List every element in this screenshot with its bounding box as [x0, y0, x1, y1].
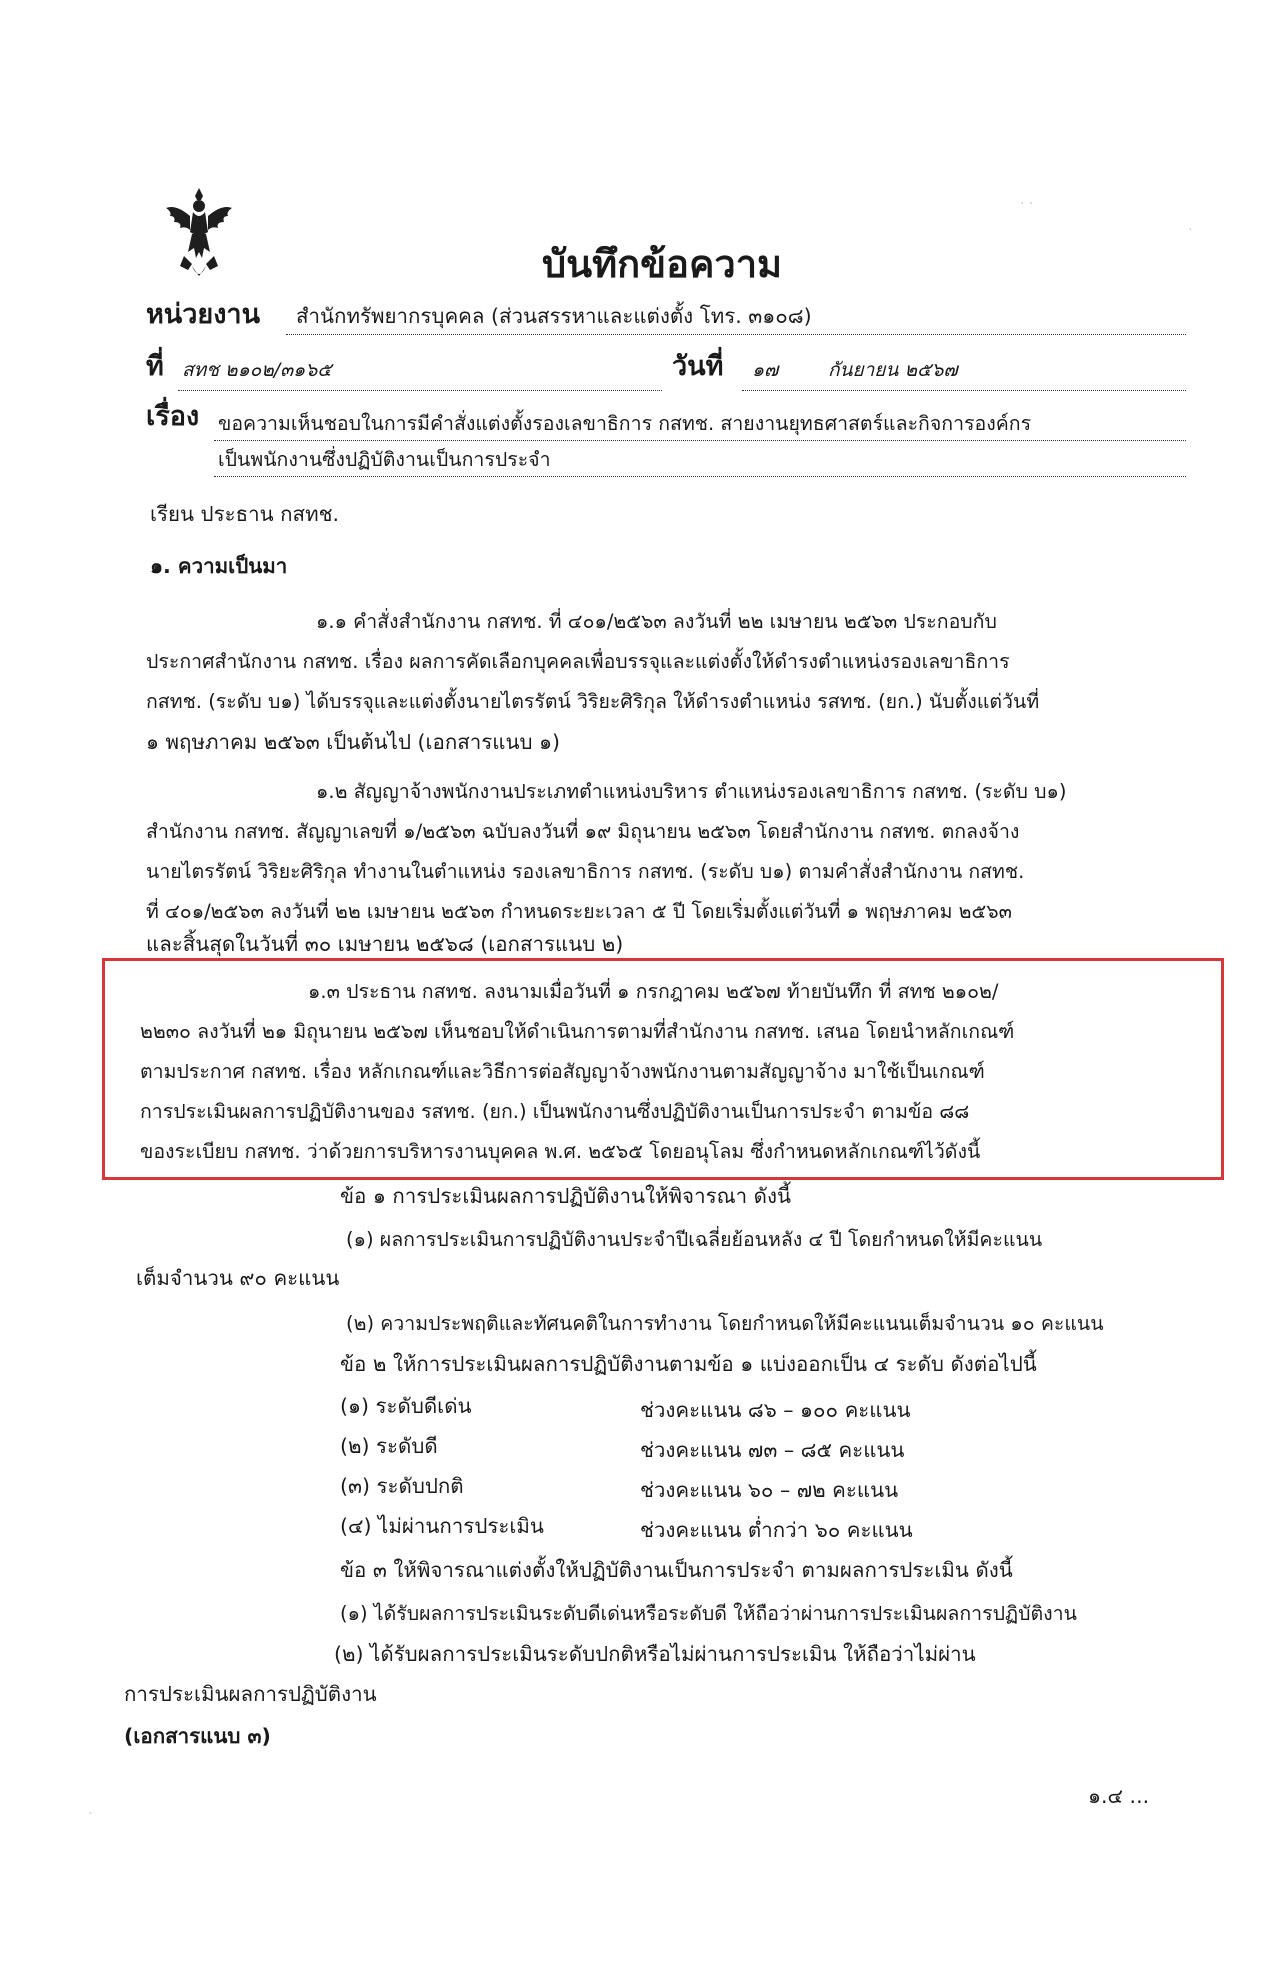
department-value: สำนักทรัพยากรบุคคล (ส่วนสรรหาและแต่งตั้ง โทร. ๓๑๐๘) — [296, 304, 812, 328]
para-1-1-line: ๑ พฤษภาคม ๒๕๖๓ เป็นต้นไป (เอกสารแนบ ๑) — [146, 730, 561, 754]
section-1-heading: ๑. ความเป็นมา — [150, 554, 288, 578]
clause-3: ข้อ ๓ ให้พิจารณาแต่งตั้งให้ปฏิบัติงานเป็นการประจำ ตามผลการประเมิน ดังนี้ — [340, 1558, 1013, 1582]
subject-line-2: เป็นพนักงานซึ่งปฏิบัติงานเป็นการประจำ — [218, 448, 551, 471]
clause-2: ข้อ ๒ ให้การประเมินผลการปฏิบัติงานตามข้อ ๑ แบ่งออกเป็น ๔ ระดับ ดังต่อไปนี้ — [340, 1352, 1037, 1376]
level-name: (๑) ระดับดีเด่น — [340, 1394, 472, 1418]
level-name: (๓) ระดับปกติ — [340, 1474, 464, 1498]
date-month-year: กันยายน ๒๕๖๗ — [828, 359, 958, 381]
ref-value — [182, 356, 332, 384]
para-1-2-line: ๑.๒ สัญญาจ้างพนักงานประเภทตำแหน่งบริหาร ตำแหน่งรองเลขาธิการ กสทช. (ระดับ บ๑) — [316, 780, 1067, 803]
garuda-emblem-icon — [162, 186, 236, 282]
date-label: วันที่ — [672, 351, 724, 382]
para-1-2-line: นายไตรรัตน์ วิริยะศิริกุล ทำงานในตำแหน่ง รองเลขาธิการ กสทช. (ระดับ บ๑) ตามคำสั่งสำนักงาน กสทช. — [146, 860, 1025, 883]
clause-3-item-2-cont: การประเมินผลการปฏิบัติงาน — [124, 1682, 377, 1706]
para-1-3-line: การประเมินผลการปฏิบัติงานของ รสทช. (ยก.) เป็นพนักงานซึ่งปฏิบัติงานเป็นการประจำ ตามข้อ ๘๘ — [140, 1100, 970, 1123]
para-1-3-line: ตามประกาศ กสทช. เรื่อง หลักเกณฑ์และวิธีการต่อสัญญาจ้างพนักงานตามสัญญาจ้าง มาใช้เป็นเกณฑ์ — [140, 1060, 985, 1083]
attachment-3: (เอกสารแนบ ๓) — [124, 1724, 271, 1748]
level-range: ช่วงคะแนน ๗๓ – ๘๕ คะแนน — [640, 1438, 905, 1462]
subject-label: เรื่อง — [146, 401, 200, 432]
ref-handwritten-number: ๑๖๕ — [293, 359, 332, 381]
department-label: หน่วยงาน — [146, 299, 261, 330]
clause-1-item-1-cont: เต็มจำนวน ๙๐ คะแนน — [136, 1266, 340, 1290]
clause-3-item-1: (๑) ได้รับผลการประเมินระดับดีเด่นหรือระดับดี ให้ถือว่าผ่านการประเมินผลการปฏิบัติงาน — [340, 1602, 1077, 1625]
ref-label: ที่ — [146, 351, 164, 382]
para-1-2-line: ที่ ๔๐๑/๒๕๖๓ ลงวันที่ ๒๒ เมษายน ๒๕๖๓ กำหนดระยะเวลา ๕ ปี โดยเริ่มตั้งแต่วันที่ ๑ พฤษภาคม ๒๕๖๓ — [146, 900, 1012, 923]
salutation: เรียน ประธาน กสทช. — [150, 502, 340, 526]
scan-speck: · · — [1020, 196, 1034, 212]
clause-1: ข้อ ๑ การประเมินผลการปฏิบัติงานให้พิจารณา ดังนี้ — [340, 1184, 791, 1208]
para-1-3-line: ของระเบียบ กสทช. ว่าด้วยการบริหารงานบุคคล พ.ศ. ๒๕๖๕ โดยอนุโลม ซึ่งกำหนดหลักเกณฑ์ไว้ดังนี้ — [140, 1140, 981, 1163]
para-1-1-line: กสทช. (ระดับ บ๑) ได้บรรจุและแต่งตั้งนายไตรรัตน์ วิริยะศิริกุล ให้ดำรงตำแหน่ง รสทช. (ยก.) นับตั้งแต่วันที่ — [146, 690, 1040, 713]
para-1-3-line: ๒๒๓๐ ลงวันที่ ๒๑ มิถุนายน ๒๕๖๗ เห็นชอบให้ดำเนินการตามที่สำนักงาน กสทช. เสนอ โดยนำหลักเกณฑ์ — [140, 1020, 1015, 1043]
scan-speck: · — [88, 1806, 93, 1822]
memo-title: บันทึกข้อความ — [542, 242, 783, 286]
level-name: (๒) ระดับดี — [340, 1434, 438, 1458]
scan-speck: · — [1188, 222, 1193, 238]
clause-1-item-1: (๑) ผลการประเมินการปฏิบัติงานประจำปีเฉลี่ยย้อนหลัง ๔ ปี โดยกำหนดให้มีคะแนน — [346, 1228, 1043, 1251]
subject-line-1: ขอความเห็นชอบในการมีคำสั่งแต่งตั้งรองเลขาธิการ กสทช. สายงานยุทธศาสตร์และกิจการองค์กร — [218, 412, 1032, 435]
para-1-2-line: สำนักงาน กสทช. สัญญาเลขที่ ๑/๒๕๖๓ ฉบับลงวันที่ ๑๙ มิถุนายน ๒๕๖๓ โดยสำนักงาน กสทช. ตกลงจ้าง — [146, 820, 1020, 843]
continuation-marker: ๑.๔ ... — [1088, 1784, 1150, 1808]
para-1-2-line: และสิ้นสุดในวันที่ ๓๐ เมษายน ๒๕๖๘ (เอกสารแนบ ๒) — [146, 932, 624, 956]
ref-number: สทช ๒๑๐๒/๓ — [182, 359, 294, 381]
date-day: ๑๗ — [752, 359, 779, 381]
level-range: ช่วงคะแนน ๘๖ – ๑๐๐ คะแนน — [640, 1398, 911, 1422]
clause-3-item-2: (๒) ได้รับผลการประเมินระดับปกติหรือไม่ผ่านการประเมิน ให้ถือว่าไม่ผ่าน — [334, 1642, 976, 1666]
level-range: ช่วงคะแนน ๖๐ – ๗๒ คะแนน — [640, 1478, 899, 1502]
para-1-1-line: ประกาศสำนักงาน กสทช. เรื่อง ผลการคัดเลือกบุคคลเพื่อบรรจุและแต่งตั้งให้ดำรงตำแหน่งรองเลขาธิการ — [146, 650, 1010, 673]
level-name: (๔) ไม่ผ่านการประเมิน — [340, 1514, 544, 1538]
para-1-1-line: ๑.๑ คำสั่งสำนักงาน กสทช. ที่ ๔๐๑/๒๕๖๓ ลงวันที่ ๒๒ เมษายน ๒๕๖๓ ประกอบกับ — [316, 610, 997, 633]
clause-1-item-2: (๒) ความประพฤติและทัศนคติในการทำงาน โดยกำหนดให้มีคะแนนเต็มจำนวน ๑๐ คะแนน — [346, 1312, 1104, 1335]
para-1-3-line: ๑.๓ ประธาน กสทช. ลงนามเมื่อวันที่ ๑ กรกฎาคม ๒๕๖๗ ท้ายบันทึก ที่ สทช ๒๑๐๒/ — [308, 980, 999, 1003]
level-range: ช่วงคะแนน ต่ำกว่า ๖๐ คะแนน — [640, 1518, 913, 1542]
